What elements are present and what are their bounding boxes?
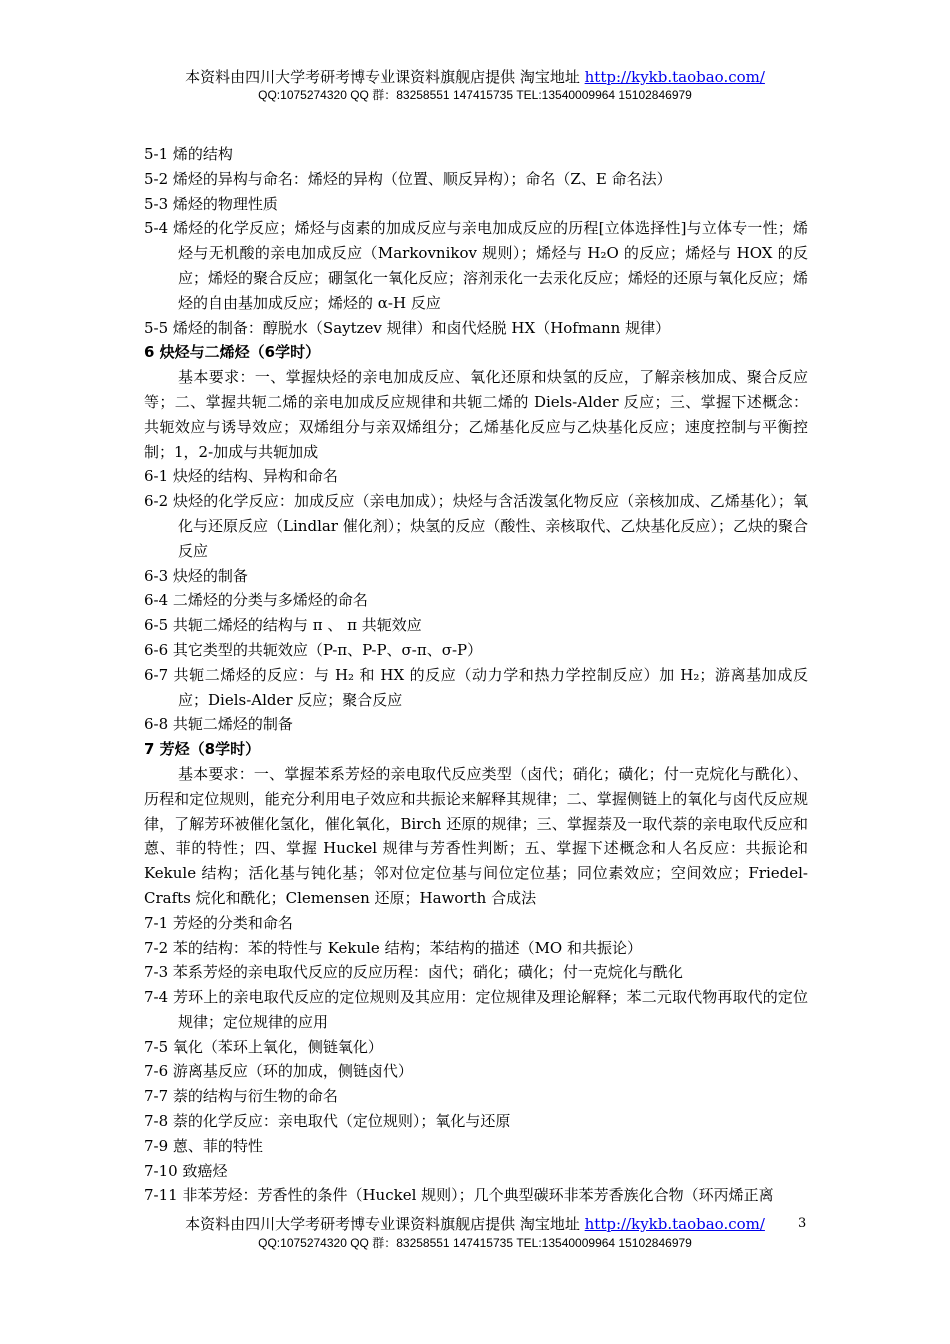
outline-item: 6-6 其它类型的共轭效应（P-π、P-P、σ-π、σ-P） <box>144 640 483 659</box>
outline-item: 7-7 萘的结构与衍生物的命名 <box>144 1087 338 1106</box>
requirements-paragraph: 基本要求：一、掌握炔烃的亲电加成反应、氧化还原和炔氢的反应，了解亲核加成、聚合反应等；二、掌握共轭二烯的亲电加成反应规律和共轭二烯的 Diels-Alder 反应；三、掌握下述概念：共轭效应与诱导效应；双烯组分与亲双烯组分；乙烯基化反应与乙炔基化反应；速度控制与平衡控制；1，2-加成与共轭加成 <box>144 368 808 461</box>
outline-item: 5-2 烯烃的异构与命名：烯烃的异构（位置、顺反异构）；命名（Z、E 命名法） <box>144 169 672 188</box>
outline-item: 7-10 致癌烃 <box>144 1161 228 1180</box>
outline-item: 6-8 共轭二烯烃的制备 <box>144 715 293 734</box>
outline-item: 7-5 氧化（苯环上氧化，侧链氧化） <box>144 1037 383 1056</box>
footer-shop-link[interactable]: http://kykb.taobao.com/ <box>584 1215 765 1233</box>
outline-item: 5-5 烯烃的制备：醇脱水（Saytzev 规律）和卤代烃脱 HX（Hofmann 规律） <box>144 318 671 337</box>
footer-contact: QQ:1075274320 QQ 群：83258551 147415735 TEL:13540009964 15102846979 <box>258 1236 692 1250</box>
outline-item: 7-3 苯系芳烃的亲电取代反应的反应历程：卤代；硝化；磺化；付一克烷化与酰化 <box>144 963 683 982</box>
outline-item: 6-1 炔烃的结构、异构和命名 <box>144 467 338 486</box>
outline-item: 7-1 芳烃的分类和命名 <box>144 913 293 932</box>
outline-item: 6-5 共轭二烯烃的结构与 π 、 π 共轭效应 <box>144 616 422 635</box>
section-heading: 6 炔烃与二烯烃（6学时） <box>144 343 321 362</box>
header-shop-link[interactable]: http://kykb.taobao.com/ <box>584 68 765 86</box>
section-heading: 7 芳烃（8学时） <box>144 740 261 759</box>
outline-item: 6-2 炔烃的化学反应：加成反应（亲电加成）；炔烃与含活泼氢化物反应（亲核加成、乙烯基化）；氧化与还原反应（Lindlar 催化剂）；炔氢的反应（酸性、亲核取代、乙炔基化反应）；乙炔的聚合反应 <box>144 492 808 560</box>
outline-item: 6-3 炔烃的制备 <box>144 566 248 585</box>
outline-item: 7-2 苯的结构：苯的特性与 Kekule 结构；苯结构的描述（MO 和共振论） <box>144 938 642 957</box>
document-body <box>144 142 808 1208</box>
outline-item: 7-4 芳环上的亲电取代反应的定位规则及其应用：定位规律及理论解释；苯二元取代物再取代的定位规律；定位规律的应用 <box>144 988 808 1031</box>
header-text: 本资料由四川大学考研考博专业课资料旗舰店提供 淘宝地址 <box>185 68 585 86</box>
outline-item: 7-11 非苯芳烃：芳香性的条件（Huckel 规则）；几个典型碳环非苯芳香族化合物（环丙烯正离 <box>144 1186 774 1205</box>
outline-item: 5-1 烯的结构 <box>144 145 233 163</box>
page-footer <box>0 1215 950 1233</box>
outline-item: 7-9 蒽、菲的特性 <box>144 1136 263 1155</box>
outline-item: 6-4 二烯烃的分类与多烯烃的命名 <box>144 591 368 610</box>
outline-item: 7-8 萘的化学反应：亲电取代（定位规则）；氧化与还原 <box>144 1112 511 1131</box>
outline-item: 7-6 游离基反应（环的加成，侧链卤代） <box>144 1062 413 1081</box>
outline-item: 6-7 共轭二烯烃的反应：与 H₂ 和 HX 的反应（动力学和热力学控制反应）加 H₂；游离基加成反应；Diels-Alder 反应；聚合反应 <box>144 665 808 709</box>
header-contact: QQ:1075274320 QQ 群：83258551 147415735 TEL:13540009964 15102846979 <box>258 88 692 102</box>
outline-item: 5-4 烯烃的化学反应；烯烃与卤素的加成反应与亲电加成反应的历程[立体选择性]与立体专一性；烯烃与无机酸的亲电加成反应（Markovnikov 规则）；烯烃与 H₂O 的反应；烯烃与 HOX 的反应；烯烃的聚合反应；硼氢化一氧化反应；溶剂汞化一去汞化反应；烯烃的还原与氧化反应；烯烃的自由基加成反应；烯烃的 α-H 反应 <box>144 219 809 312</box>
requirements-paragraph: 基本要求：一、掌握苯系芳烃的亲电取代反应类型（卤代；硝化；磺化；付一克烷化与酰化）、历程和定位规则，能充分利用电子效应和共振论来解释其规律；二、掌握侧链上的氧化与卤代反应规律，了解芳环被催化氢化，催化氧化，Birch 还原的规律；三、掌握萘及一取代萘的亲电取代反应和蒽、菲的特性；四、掌握 Huckel 规律与芳香性判断；五、掌握下述概念和人名反应：共振论和 Kekule 结构；活化基与钝化基；邻对位定位基与间位定位基；同位素效应；空间效应；Friedel-Crafts 烷化和酰化；Clemensen 还原；Haworth 合成法 <box>144 764 808 907</box>
page-number: 3 <box>798 1216 807 1231</box>
page-header <box>0 68 950 86</box>
outline-item: 5-3 烯烃的物理性质 <box>144 194 278 213</box>
footer-text: 本资料由四川大学考研考博专业课资料旗舰店提供 淘宝地址 <box>185 1215 585 1233</box>
